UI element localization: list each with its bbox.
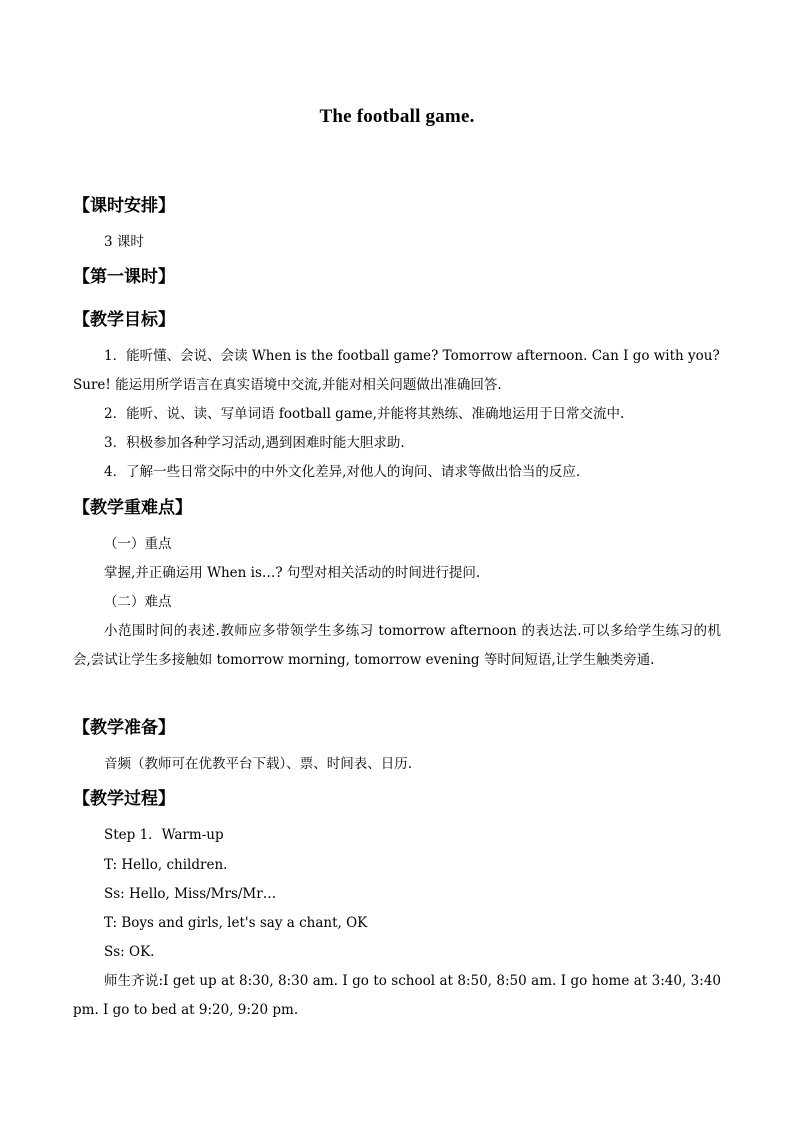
- key-subheading-1: （一）重点: [104, 536, 172, 552]
- preparation-heading: 【教学准备】: [73, 718, 175, 738]
- goals-heading: 【教学目标】: [73, 310, 175, 330]
- dialog-line: Ss: Hello, Miss/Mrs/Mr…: [104, 886, 277, 902]
- key-text-1: 掌握,并正确运用 When is…? 句型对相关活动的时间进行提问.: [104, 565, 481, 581]
- goal-2: 2．能听、说、读、写单词语 football game,并能将其熟练、准确地运用于日常交流中.: [104, 406, 625, 422]
- lesson1-heading: 【第一课时】: [73, 267, 175, 287]
- document-title: The football game.: [319, 106, 475, 127]
- schedule-value: 3 课时: [104, 234, 144, 250]
- difficult-points-text: 小范围时间的表述.教师应多带领学生多练习 tomorrow afternoon 的表达法.可以多给学生练习的机会,尝试让学生多接触如 tomorrow morning, tomorrow evening 等时间短语,让学生触类旁通.: [73, 623, 721, 668]
- step-1: Step 1．Warm-up: [104, 827, 224, 843]
- dialog-line: Ss: OK.: [104, 944, 155, 960]
- goal-1-line1: 1．能听懂、会说、会读 When is the football game? Tomorrow afternoon. Can I go with you?: [104, 348, 720, 364]
- goal-1-line2: Sure! 能运用所学语言在真实语境中交流,并能对相关问题做出准确回答.: [73, 377, 502, 393]
- process-heading: 【教学过程】: [73, 789, 175, 809]
- dialog-line: T: Boys and girls, let's say a chant, OK: [104, 915, 368, 931]
- key-points-heading: 【教学重难点】: [73, 498, 192, 518]
- chant-text: 师生齐说:I get up at 8:30, 8:30 am. I go to school at 8:50, 8:50 am. I go home at 3:40, 3:40 pm. I go to bed at 9:20, 9:20 pm.: [73, 973, 721, 1018]
- goal-4: 4．了解一些日常交际中的中外文化差异,对他人的询问、请求等做出恰当的反应.: [104, 464, 581, 480]
- goal-3: 3．积极参加各种学习活动,遇到困难时能大胆求助.: [104, 435, 405, 451]
- schedule-heading: 【课时安排】: [73, 196, 175, 216]
- key-subheading-2: （二）难点: [104, 594, 172, 610]
- preparation-text: 音频（教师可在优教平台下载）、票、时间表、日历.: [104, 756, 413, 772]
- dialog-line: T: Hello, children.: [104, 857, 228, 873]
